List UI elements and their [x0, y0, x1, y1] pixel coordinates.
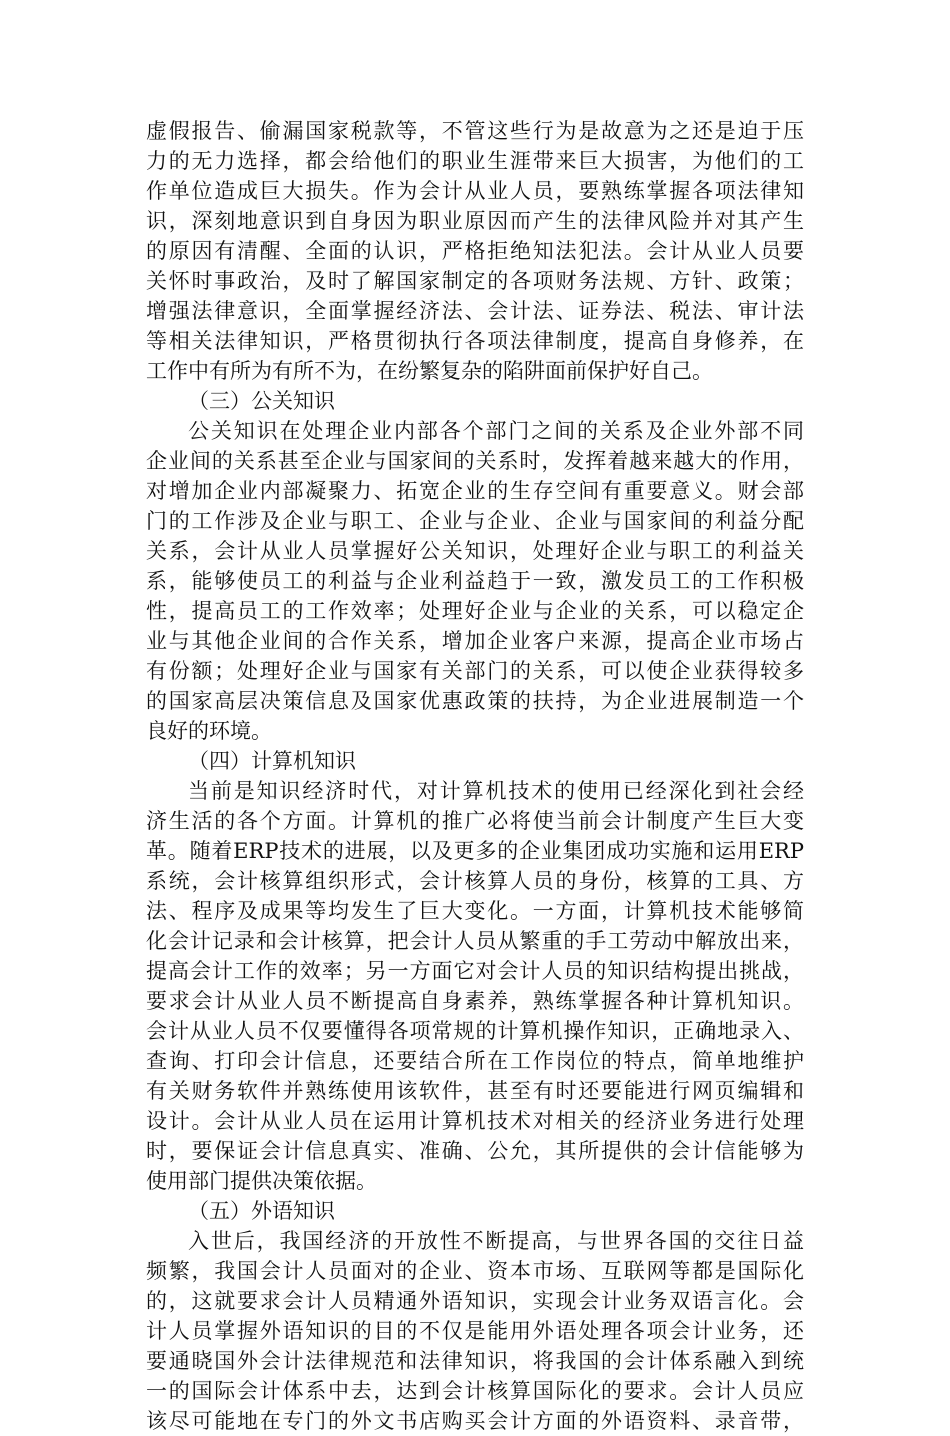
text-line: 对增加企业内部凝聚力、拓宽企业的生存空间有重要意义。财会部 — [146, 479, 804, 503]
text-line: 关怀时事政治，及时了解国家制定的各项财务法规、方针、政策； — [146, 269, 804, 293]
text-line: 的原因有清醒、全面的认识，严格拒绝知法犯法。会计从业人员要 — [146, 239, 804, 263]
text-line: 力的无力选择，都会给他们的职业生涯带来巨大损害，为他们的工 — [146, 149, 804, 173]
text-line: 当前是知识经济时代，对计算机技术的使用已经深化到社会经 — [188, 779, 804, 803]
paragraph-pr-knowledge — [146, 416, 804, 746]
text-line: 入世后，我国经济的开放性不断提高，与世界各国的交往日益 — [188, 1229, 804, 1253]
document-page — [146, 116, 804, 1436]
text-line: 增强法律意识，全面掌握经济法、会计法、证券法、税法、审计法 — [146, 299, 804, 323]
paragraph-legal-knowledge — [146, 116, 804, 386]
text-line: 时，要保证会计信息真实、准确、公允，其所提供的会计信能够为 — [146, 1139, 804, 1163]
text-line: 企业间的关系甚至企业与国家间的关系时，发挥着越来越大的作用， — [146, 449, 804, 473]
section-heading-foreign-language-knowledge: （五）外语知识 — [188, 1199, 335, 1223]
text-line: 门的工作涉及企业与职工、企业与企业、企业与国家间的利益分配 — [146, 509, 804, 533]
text-line: 的，这就要求会计人员精通外语知识，实现会计业务双语言化。会 — [146, 1289, 804, 1313]
section-heading-computer-knowledge: （四）计算机知识 — [188, 749, 356, 773]
text-line: 识，深刻地意识到自身因为职业原因而产生的法律风险并对其产生 — [146, 209, 804, 233]
text-line: 关系，会计从业人员掌握好公关知识，处理好企业与职工的利益关 — [146, 539, 804, 563]
text-line: 等相关法律知识，严格贯彻执行各项法律制度，提高自身修养，在 — [146, 329, 804, 353]
text-line: 法、程序及成果等均发生了巨大变化。一方面，计算机技术能够简 — [146, 899, 804, 923]
text-line: 的国家高层决策信息及国家优惠政策的扶持，为企业进展制造一个 — [146, 689, 804, 713]
text-line: 要通晓国外会计法律规范和法律知识，将我国的会计体系融入到统 — [146, 1349, 804, 1373]
text-line: 良好的环境。 — [146, 719, 272, 743]
text-line: 该尽可能地在专门的外文书店购买会计方面的外语资料、录音带， — [146, 1409, 804, 1433]
text-line: 会计从业人员不仅要懂得各项常规的计算机操作知识，正确地录入、 — [146, 1019, 804, 1043]
text-line: 一的国际会计体系中去，达到会计核算国际化的要求。会计人员应 — [146, 1379, 804, 1403]
text-line: 设计。会计从业人员在运用计算机技术对相关的经济业务进行处理 — [146, 1109, 804, 1133]
text-line: 业与其他企业间的合作关系，增加企业客户来源，提高企业市场占 — [146, 629, 804, 653]
text-line: 有份额；处理好企业与国家有关部门的关系，可以使企业获得较多 — [146, 659, 804, 683]
text-line: 工作中有所为有所不为，在纷繁复杂的陷阱面前保护好自己。 — [146, 359, 713, 383]
text-line: 系，能够使员工的利益与企业利益趋于一致，激发员工的工作积极 — [146, 569, 804, 593]
text-line: 济生活的各个方面。计算机的推广必将使当前会计制度产生巨大变 — [146, 809, 804, 833]
text-line: 公关知识在处理企业内部各个部门之间的关系及企业外部不同 — [188, 419, 804, 443]
text-line: 性，提高员工的工作效率；处理好企业与企业的关系，可以稳定企 — [146, 599, 804, 623]
paragraph-computer-knowledge — [146, 776, 804, 1196]
text-line: 提高会计工作的效率；另一方面它对会计人员的知识结构提出挑战， — [146, 959, 804, 983]
section-heading-pr-knowledge: （三）公关知识 — [188, 389, 335, 413]
paragraph-foreign-language-knowledge — [146, 1226, 804, 1436]
text-line: 使用部门提供决策依据。 — [146, 1169, 377, 1193]
text-line: 频繁，我国会计人员面对的企业、资本市场、互联网等都是国际化 — [146, 1259, 804, 1283]
text-line: 要求会计从业人员不断提高自身素养，熟练掌握各种计算机知识。 — [146, 989, 804, 1013]
text-line: 虚假报告、偷漏国家税款等，不管这些行为是故意为之还是迫于压 — [146, 119, 804, 143]
text-line: 革。随着ERP技术的进展，以及更多的企业集团成功实施和运用ERP — [146, 839, 804, 863]
text-line: 作单位造成巨大损失。作为会计从业人员，要熟练掌握各项法律知 — [146, 179, 804, 203]
text-line: 化会计记录和会计核算，把会计人员从繁重的手工劳动中解放出来， — [146, 929, 804, 953]
text-line: 系统，会计核算组织形式，会计核算人员的身份，核算的工具、方 — [146, 869, 804, 893]
text-line: 查询、打印会计信息，还要结合所在工作岗位的特点，简单地维护 — [146, 1049, 804, 1073]
text-line: 有关财务软件并熟练使用该软件，甚至有时还要能进行网页编辑和 — [146, 1079, 804, 1103]
text-line: 计人员掌握外语知识的目的不仅是能用外语处理各项会计业务，还 — [146, 1319, 804, 1343]
